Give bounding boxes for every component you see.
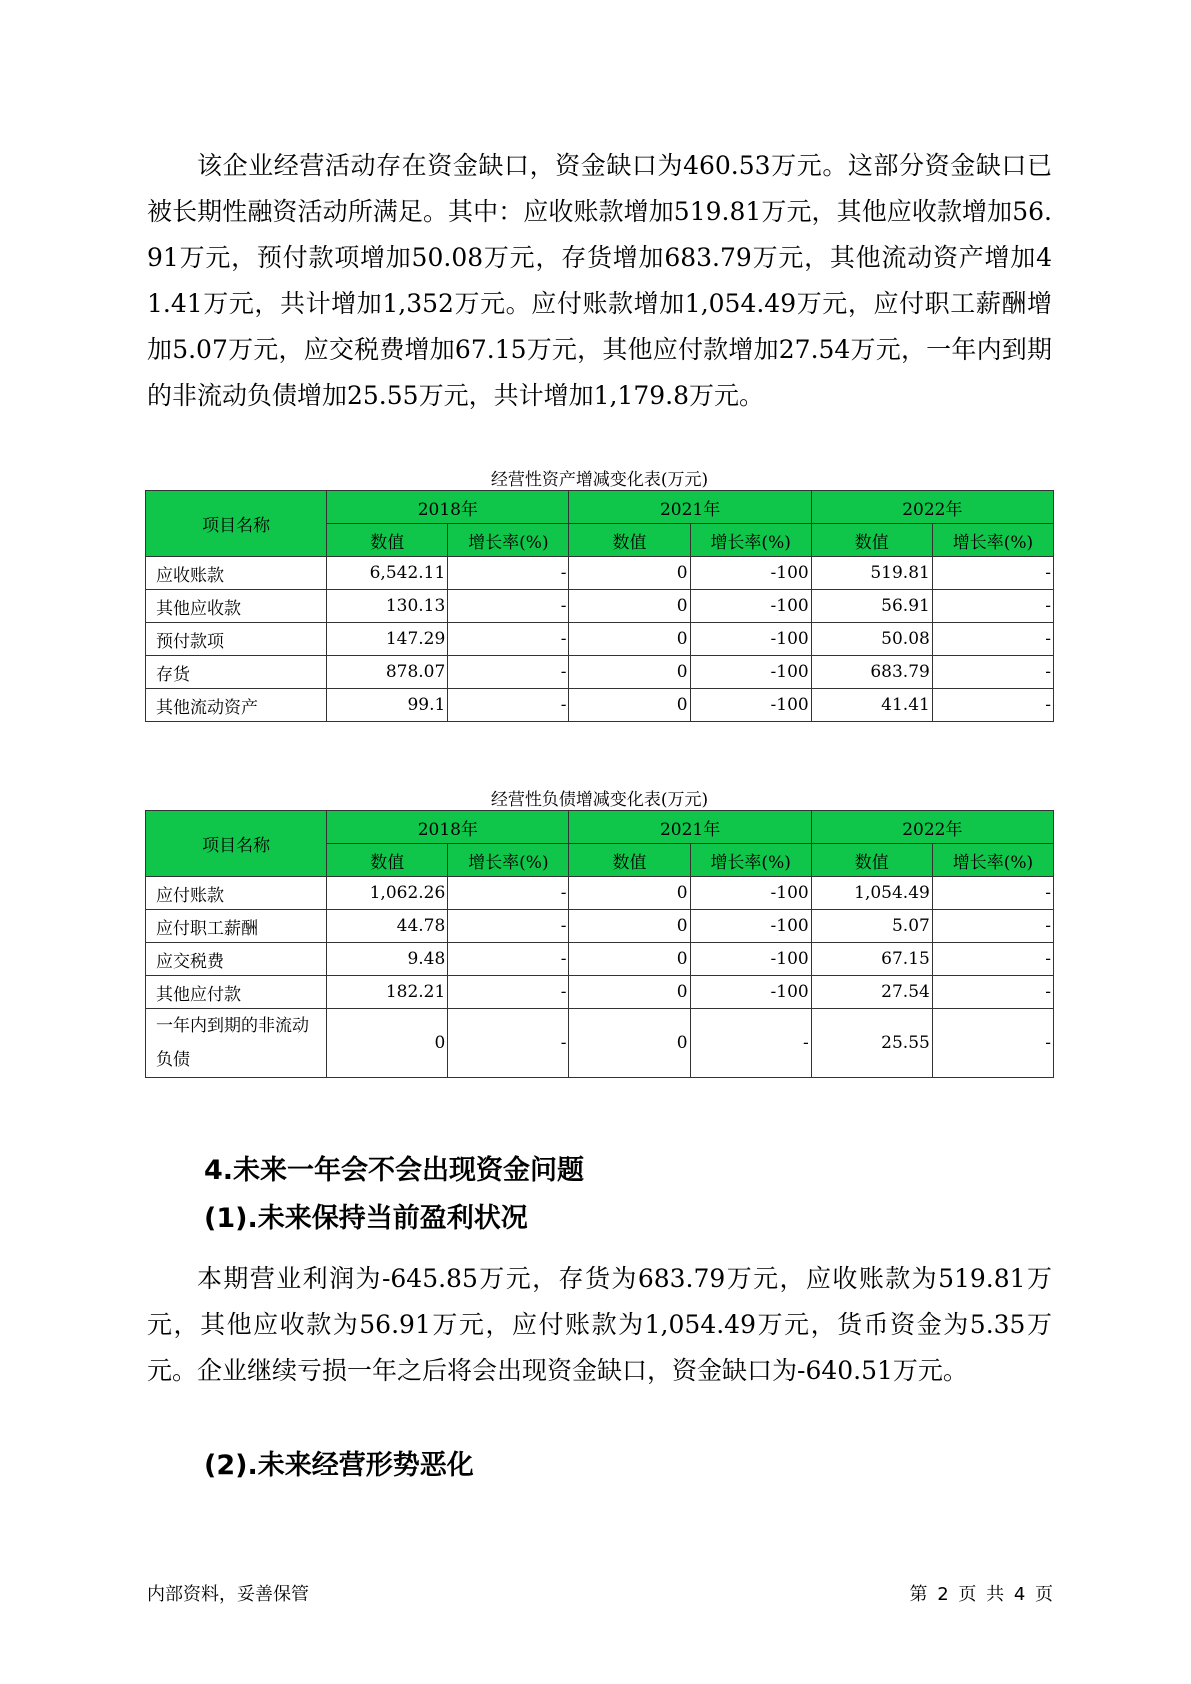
subsection-heading: (1).未来保持当前盈利状况 bbox=[204, 1203, 528, 1234]
value-2018: 147.29 bbox=[327, 623, 448, 656]
growth-2018: - bbox=[448, 590, 569, 623]
value-2022: 56.91 bbox=[811, 590, 932, 623]
header-growth: 增长率(%) bbox=[448, 524, 569, 557]
growth-2021: -100 bbox=[690, 910, 811, 943]
growth-2021: -100 bbox=[690, 689, 811, 722]
value-2021: 0 bbox=[569, 590, 690, 623]
assets-table bbox=[145, 490, 1054, 722]
row-name: 应付职工薪酬 bbox=[146, 910, 327, 943]
growth-2022: - bbox=[932, 623, 1053, 656]
row-name: 应交税费 bbox=[146, 943, 327, 976]
growth-2021: -100 bbox=[690, 623, 811, 656]
table-row bbox=[146, 656, 1054, 689]
growth-2021: -100 bbox=[690, 976, 811, 1009]
growth-2022: - bbox=[932, 590, 1053, 623]
row-name: 其他应付款 bbox=[146, 976, 327, 1009]
growth-2022: - bbox=[932, 1009, 1053, 1078]
growth-2022: - bbox=[932, 557, 1053, 590]
header-growth: 增长率(%) bbox=[932, 524, 1053, 557]
table-row bbox=[146, 590, 1054, 623]
confidential-note: 内部资料，妥善保管 bbox=[147, 1584, 309, 1605]
value-2022: 27.54 bbox=[811, 976, 932, 1009]
header-growth: 增长率(%) bbox=[932, 844, 1053, 877]
value-2022: 519.81 bbox=[811, 557, 932, 590]
value-2018: 0 bbox=[327, 1009, 448, 1078]
table-row bbox=[146, 943, 1054, 976]
header-value: 数值 bbox=[811, 524, 932, 557]
growth-2022: - bbox=[932, 943, 1053, 976]
table-row bbox=[146, 976, 1054, 1009]
cash-gap-paragraph: 该企业经营活动存在资金缺口，资金缺口为460.53万元。这部分资金缺口已被长期性融资活动所满足。其中：应收账款增加519.81万元，其他应收款增加56.91万元，预付款项增加50.08万元，存货增加683.79万元，其他流动资产增加41.41万元，共计增加1,352万元。应付账款增加1,054.49万元，应付职工薪酬增加5.07万元，应交税费增加67.15万元，其他应付款增加27.54万元，一年内到期的非流动负债增加25.55万元，共计增加1,179.8万元。 bbox=[147, 151, 1052, 410]
page-number: 第 2 页 共 4 页 bbox=[909, 1584, 1053, 1605]
value-2018: 878.07 bbox=[327, 656, 448, 689]
value-2018: 6,542.11 bbox=[327, 557, 448, 590]
value-2022: 67.15 bbox=[811, 943, 932, 976]
table-row bbox=[146, 689, 1054, 722]
growth-2022: - bbox=[932, 656, 1053, 689]
header-growth: 增长率(%) bbox=[690, 524, 811, 557]
header-year-2018: 2018年 bbox=[327, 811, 569, 844]
row-name: 其他应收款 bbox=[146, 590, 327, 623]
growth-2021: -100 bbox=[690, 557, 811, 590]
row-name: 预付款项 bbox=[146, 623, 327, 656]
header-item-name: 项目名称 bbox=[146, 811, 327, 877]
growth-2022: - bbox=[932, 689, 1053, 722]
growth-2022: - bbox=[932, 877, 1053, 910]
value-2021: 0 bbox=[569, 557, 690, 590]
value-2021: 0 bbox=[569, 623, 690, 656]
value-2021: 0 bbox=[569, 1009, 690, 1078]
value-2018: 130.13 bbox=[327, 590, 448, 623]
growth-2021: -100 bbox=[690, 590, 811, 623]
value-2021: 0 bbox=[569, 656, 690, 689]
header-growth: 增长率(%) bbox=[690, 844, 811, 877]
value-2018: 44.78 bbox=[327, 910, 448, 943]
header-value: 数值 bbox=[327, 524, 448, 557]
table-row bbox=[146, 910, 1054, 943]
header-item-name: 项目名称 bbox=[146, 491, 327, 557]
growth-2018: - bbox=[448, 976, 569, 1009]
subsection-heading: (2).未来经营形势恶化 bbox=[204, 1450, 474, 1481]
header-value: 数值 bbox=[569, 844, 690, 877]
growth-2018: - bbox=[448, 1009, 569, 1078]
forecast-paragraph: 本期营业利润为-645.85万元，存货为683.79万元，应收账款为519.81万元，其他应收款为56.91万元，应付账款为1,054.49万元，货币资金为5.35万元。企业继续亏损一年之后将会出现资金缺口，资金缺口为-640.51万元。 bbox=[147, 1264, 1052, 1385]
value-2018: 99.1 bbox=[327, 689, 448, 722]
header-year-2021: 2021年 bbox=[569, 491, 811, 524]
growth-2018: - bbox=[448, 910, 569, 943]
table-row bbox=[146, 877, 1054, 910]
liabilities-table bbox=[145, 810, 1054, 1078]
row-name: 一年内到期的非流动负债 bbox=[146, 1009, 327, 1078]
value-2022: 683.79 bbox=[811, 656, 932, 689]
growth-2022: - bbox=[932, 910, 1053, 943]
growth-2018: - bbox=[448, 623, 569, 656]
header-year-2021: 2021年 bbox=[569, 811, 811, 844]
row-name: 应收账款 bbox=[146, 557, 327, 590]
value-2021: 0 bbox=[569, 910, 690, 943]
header-value: 数值 bbox=[811, 844, 932, 877]
row-name: 存货 bbox=[146, 656, 327, 689]
growth-2021: -100 bbox=[690, 877, 811, 910]
row-name: 其他流动资产 bbox=[146, 689, 327, 722]
table-row bbox=[146, 1009, 1054, 1078]
growth-2018: - bbox=[448, 689, 569, 722]
growth-2021: -100 bbox=[690, 656, 811, 689]
table-row bbox=[146, 557, 1054, 590]
value-2021: 0 bbox=[569, 877, 690, 910]
value-2018: 182.21 bbox=[327, 976, 448, 1009]
value-2022: 25.55 bbox=[811, 1009, 932, 1078]
value-2021: 0 bbox=[569, 976, 690, 1009]
growth-2018: - bbox=[448, 557, 569, 590]
growth-2021: - bbox=[690, 1009, 811, 1078]
liabilities-table-caption: 经营性负债增减变化表(万元) bbox=[490, 790, 709, 810]
header-year-2022: 2022年 bbox=[811, 491, 1053, 524]
growth-2018: - bbox=[448, 943, 569, 976]
section-heading: 4.未来一年会不会出现资金问题 bbox=[204, 1155, 585, 1186]
value-2022: 1,054.49 bbox=[811, 877, 932, 910]
value-2022: 41.41 bbox=[811, 689, 932, 722]
growth-2022: - bbox=[932, 976, 1053, 1009]
row-name: 应付账款 bbox=[146, 877, 327, 910]
value-2021: 0 bbox=[569, 943, 690, 976]
table-row bbox=[146, 623, 1054, 656]
header-year-2018: 2018年 bbox=[327, 491, 569, 524]
growth-2018: - bbox=[448, 877, 569, 910]
value-2021: 0 bbox=[569, 689, 690, 722]
value-2022: 50.08 bbox=[811, 623, 932, 656]
header-value: 数值 bbox=[569, 524, 690, 557]
value-2022: 5.07 bbox=[811, 910, 932, 943]
assets-table-caption: 经营性资产增减变化表(万元) bbox=[490, 470, 709, 490]
growth-2018: - bbox=[448, 656, 569, 689]
header-growth: 增长率(%) bbox=[448, 844, 569, 877]
growth-2021: -100 bbox=[690, 943, 811, 976]
header-year-2022: 2022年 bbox=[811, 811, 1053, 844]
header-value: 数值 bbox=[327, 844, 448, 877]
value-2018: 1,062.26 bbox=[327, 877, 448, 910]
value-2018: 9.48 bbox=[327, 943, 448, 976]
